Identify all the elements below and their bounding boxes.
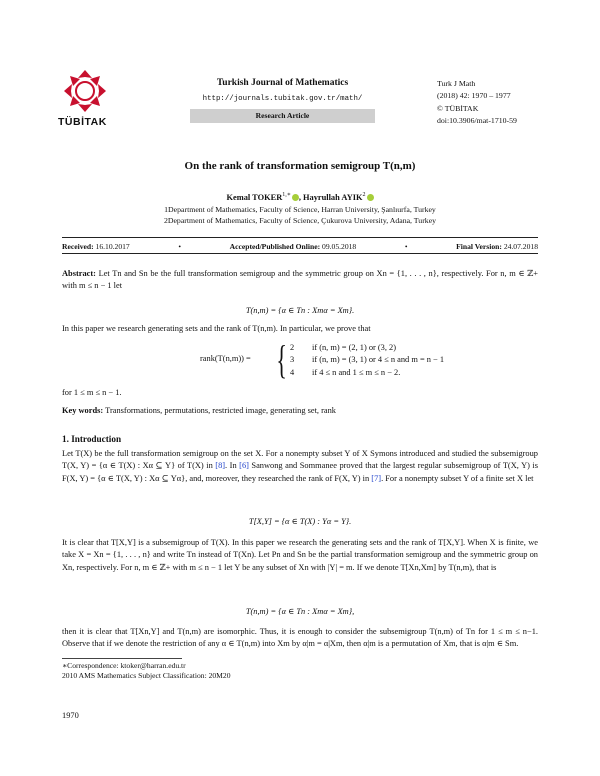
bullet: •: [404, 242, 408, 251]
case-condition: if 4 ≤ n and 1 ≤ m ≤ n − 2.: [312, 367, 401, 377]
authors: [0, 191, 600, 202]
brace-icon: {: [276, 337, 287, 382]
footnotes: [62, 661, 231, 682]
body-text: . In: [225, 461, 240, 471]
abstract-text-2: In this paper we research generating sets and the rank of T(n,m). In particular, we prove that: [62, 324, 371, 333]
affiliations: [0, 205, 600, 226]
rank-lhs: rank(T(n,m)) =: [200, 354, 251, 363]
final-date: 24.07.2018: [503, 242, 538, 251]
case-value: 4: [290, 367, 295, 377]
citation-doi[interactable]: doi:10.3906/mat-1710-59: [437, 116, 517, 126]
citation-link[interactable]: [6]: [239, 461, 249, 471]
case-condition: if (n, m) = (2, 1) or (3, 2): [312, 343, 397, 352]
citation-copyright: © TÜBİTAK: [437, 103, 479, 113]
citation-link[interactable]: [8]: [215, 461, 226, 471]
citation-block: [437, 78, 517, 128]
journal-url[interactable]: http://journals.tubitak.gov.tr/math/: [202, 95, 363, 103]
tubitak-logo-icon: [62, 68, 108, 114]
rank-cases: [290, 342, 444, 379]
citation-link[interactable]: [7]: [371, 473, 382, 483]
orcid-icon[interactable]: [367, 194, 374, 201]
citation-journal: Turk J Math: [437, 79, 476, 88]
equation-2: T[X,Y] = {α ∈ T(X) : Yα = Y}.: [248, 517, 352, 526]
article-type-badge: Research Article: [190, 109, 375, 123]
body-paragraph-2: It is clear that T[X,Y] is a subsemigroup of T(X). In this paper we research the generating sets and the rank of T[X,Y]. When X is finite, we take X = Xn = {1, . . . , n} and write Tn instead of T(Xn). Let Pn and Sn be the partial transformation semigroup and the symmetric group on Xn, respectively. For n, m ∈ ℤ+ with m ≤ n − 1 let Y be any subset of Xn with |Y| = m. If we denote T[Xn,Xm] by T(n,m), that is: [62, 538, 538, 572]
page-number: 1970: [62, 711, 79, 720]
journal-header: [190, 78, 375, 123]
dates-row: [62, 242, 538, 251]
body-text: Sanwong and Sommanee proved that the largest regular subsemigroup of T(X, Y) is F(X, Y) = {α ∈ T(X, Y) : Xα ⊆ Yα}, and, moreover, they researched the rank of F(X, Y) in: [62, 461, 539, 483]
footnote-classification: 2010 AMS Mathematics Subject Classification: 20M20: [62, 671, 231, 681]
orcid-icon[interactable]: [292, 194, 299, 201]
keywords: [62, 405, 538, 417]
equation-1: T(n,m) = {α ∈ Tn : Xmα = Xm}.: [245, 306, 355, 315]
abstract-label: Abstract:: [62, 269, 96, 278]
author-2: Hayrullah AYIK: [303, 192, 363, 202]
received-label: Received:: [62, 242, 94, 251]
divider-bottom: [62, 253, 538, 254]
case-condition: if (n, m) = (3, 1) or 4 ≤ n and m = n − 1: [312, 355, 445, 365]
equation-3: T(n,m) = {α ∈ Tn : Xmα = Xm},: [245, 607, 355, 616]
footnote-correspondence: ∗Correspondence: ktoker@harran.edu.tr: [62, 661, 186, 670]
body-paragraph-3: then it is clear that T[Xn,Y] and T(n,m) are isomorphic. Thus, it is enough to consider the subsemigroup T(n,m) of Tn for 1 ≤ m ≤ n−1. Observe that if we denote the restriction of any α ∈ T(n,m) into Xm by α|m = α|Xm, then α|m is a permutation of Xm, that is α|m ∈ Sm.: [62, 627, 538, 649]
citation-volume: (2018) 42: 1970 – 1977: [437, 91, 511, 101]
received-date: 16.10.2017: [95, 242, 130, 251]
divider-top: [62, 237, 538, 238]
footnote-rule: [62, 658, 182, 659]
abstract-text-3: for 1 ≤ m ≤ n − 1.: [62, 388, 122, 397]
final-label: Final Version:: [456, 242, 502, 251]
author-1: Kemal TOKER: [226, 192, 283, 202]
case-value: 2: [290, 343, 295, 352]
keywords-text: Transformations, permutations, restricted image, generating set, rank: [105, 406, 336, 415]
author-sep: ,: [298, 192, 304, 202]
section-heading: 1. Introduction: [62, 434, 122, 444]
keywords-label: Key words:: [62, 406, 104, 415]
accepted-label: Accepted/Published Online:: [229, 242, 321, 251]
paper-title: On the rank of transformation semigroup T(n,m): [184, 160, 416, 172]
author-1-sup: 1,∗: [282, 192, 291, 198]
author-2-sup: 2: [362, 192, 366, 198]
bullet: •: [178, 242, 181, 251]
accepted-date: 09.05.2018: [322, 242, 357, 251]
abstract-sentence-1: Let Tn and Sn be the full transformation semigroup and the symmetric group on Xn = {1, . . . , n}, respectively. For n, m ∈ ℤ+ with m ≤ n − 1 let: [62, 269, 538, 291]
abstract-text-1: [62, 268, 538, 293]
case-value: 3: [290, 355, 295, 365]
logo-text: TÜBİTAK: [58, 116, 107, 128]
affiliation-1: 1Department of Mathematics, Faculty of Science, Harran University, Şanlıurfa, Turkey: [164, 205, 436, 214]
journal-name: Turkish Journal of Mathematics: [216, 78, 349, 88]
affiliation-2: 2Department of Mathematics, Faculty of Science, Çukurova University, Adana, Turkey: [163, 215, 437, 225]
body-text: . For a nonempty subset Y of a finite set X let: [381, 473, 534, 483]
body-text: Let T(X) be the full transformation semigroup on the set X. For a nonempty subset Y of X Symons introduced and studied the subsemigroup T(X, Y) = {α ∈ T(X) : Xα ⊆ Y} of T(X) in: [62, 449, 538, 471]
body-paragraph-1: [62, 448, 538, 485]
